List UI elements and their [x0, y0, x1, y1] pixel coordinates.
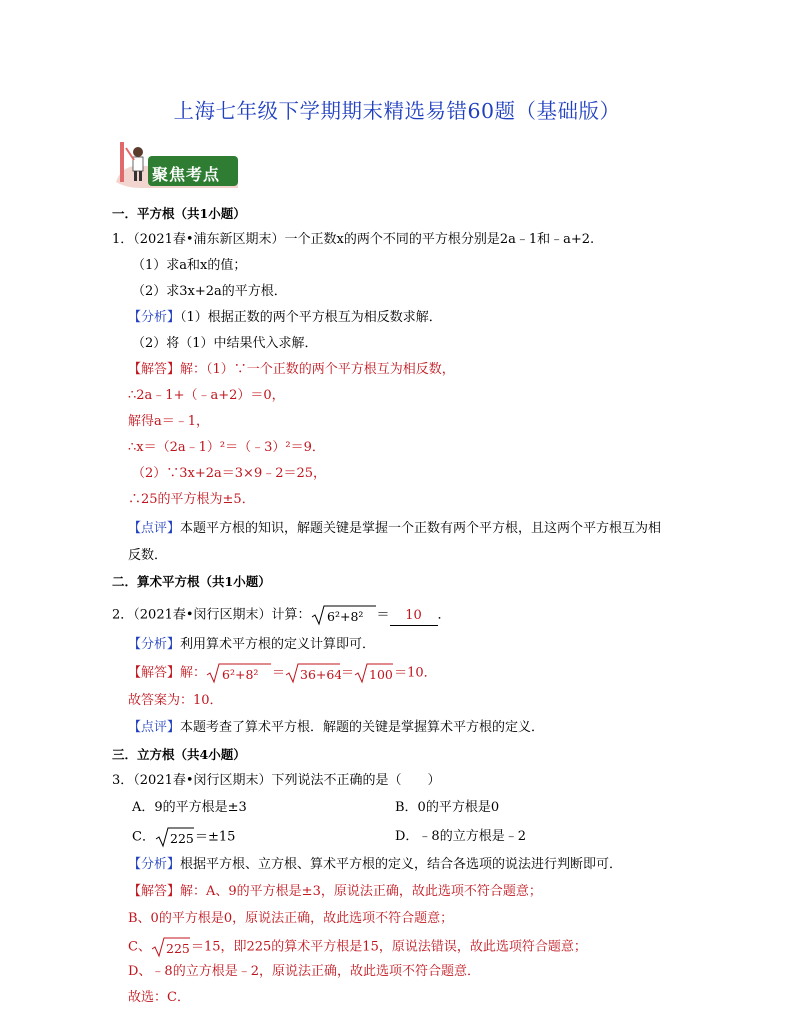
solution-tag: 【解答】 [128, 362, 181, 377]
q1-part1: （1）求a和x的值； [132, 258, 247, 273]
q1-analysis-text-1: （1）根据正数的两个平方根互为相反数求解． [180, 310, 442, 325]
q2-sol-radicand-1: 6²+8² [222, 667, 259, 682]
q3-analysis [128, 856, 622, 874]
q3-option-c [132, 826, 235, 848]
q3-solution-3-radicand: 225 [165, 941, 190, 956]
q3-analysis-text: 根据平方根、立方根、算术平方根的定义，结合各选项的说法进行判断即可． [180, 857, 623, 872]
analysis-tag: 【分析】 [128, 310, 181, 325]
q3-option-a: A．9的平方根是±3 [132, 800, 247, 815]
q3-stem: 3．（2021春•闵行区期末）下列说法不正确的是（ ） [112, 773, 441, 788]
q3-solution-3 [128, 936, 587, 958]
q1-solution-1: 解：（1）∵一个正数的两个平方根互为相反数， [180, 362, 455, 377]
q2-comment [128, 719, 544, 737]
radical-sign-icon [285, 662, 341, 684]
q3-solution-4: D、﹣8的立方根是﹣2，原说法正确，故此选项不符合题意． [128, 964, 480, 979]
q2-sol-radicand-3: 100 [369, 667, 393, 682]
comment-tag: 【点评】 [128, 521, 181, 536]
q1-analysis [128, 309, 442, 327]
q2-analysis-text: 利用算术平方根的定义计算即可． [180, 637, 376, 652]
q3-solution-3-prefix: C、 [128, 939, 151, 955]
q1-comment [128, 520, 661, 538]
q1-solution-4: ∴x＝（2a﹣1）²＝（﹣3）²＝9． [128, 440, 325, 455]
q2-equals: ＝ [376, 607, 390, 623]
q3-option-c-prefix: C． [132, 829, 155, 845]
q3-option-c-radicand: 225 [169, 831, 194, 846]
q2-solution [128, 662, 437, 684]
solution-tag: 【解答】 [128, 665, 181, 681]
radical-sign-icon [311, 604, 377, 626]
q2-answer-blank: 10 [390, 607, 438, 626]
q3-solution-2: B、0的平方根是0，原说法正确，故此选项不符合题意； [128, 911, 454, 926]
badge-label: 聚焦考点 [152, 165, 221, 184]
q1-comment-2: 反数． [128, 548, 168, 563]
section-heading-arithmetic-square-root: 二．算术平方根（共1小题） [112, 574, 271, 589]
radical-sign-icon [354, 662, 394, 684]
q2-stem [112, 604, 451, 626]
q1-solution-6: ∴25的平方根为±5． [128, 492, 255, 507]
q3-solution [128, 883, 542, 901]
q2-comment-text: 本题考查了算术平方根．解题的关键是掌握算术平方根的定义． [180, 720, 545, 735]
radical-sign-icon [151, 936, 191, 958]
section-heading-cube-root: 三．立方根（共4小题） [112, 747, 246, 762]
q2-sol-eq-2: ＝ [341, 665, 355, 681]
q1-solution-3: 解得a＝﹣1， [128, 414, 210, 429]
solution-tag: 【解答】 [128, 884, 181, 899]
q3-option-d: D．﹣8的立方根是﹣2 [395, 829, 526, 844]
q1-analysis-text-2: （2）将（1）中结果代入求解． [132, 336, 318, 351]
q1-comment-1: 本题平方根的知识，解题关键是掌握一个正数有两个平方根，且这两个平方根互为相 [180, 521, 662, 536]
q2-radicand: 6²+8² [326, 609, 363, 624]
q2-solution-prefix: 解： [180, 665, 207, 681]
q1-stem: 1．（2021春•浦东新区期末）一个正数x的两个不同的平方根分别是2a﹣1和﹣a+2. [112, 232, 595, 247]
q1-solution-5: （2）∵3x+2a＝3×9﹣2＝25， [132, 466, 327, 481]
analysis-tag: 【分析】 [128, 857, 181, 872]
q1-solution [128, 361, 455, 379]
q2-sol-end: ＝10． [394, 665, 437, 681]
q2-sol-radicand-2: 36+64 [300, 667, 342, 682]
q2-radical [311, 604, 377, 626]
q2-stem-suffix: ． [437, 607, 451, 623]
q3-option-c-suffix: ＝±15 [194, 829, 236, 845]
radical-sign-icon [206, 662, 272, 684]
q3-option-b: B．0的平方根是0 [395, 800, 500, 815]
page-title: 上海七年级下学期期末精选易错60题（基础版） [173, 99, 621, 123]
comment-tag: 【点评】 [128, 720, 181, 735]
q3-final: 故选：C． [128, 990, 190, 1005]
radical-sign-icon [155, 826, 195, 848]
q2-final: 故答案为：10． [128, 693, 223, 708]
q1-solution-2: ∴2a﹣1+（﹣a+2）＝0， [128, 388, 285, 403]
q2-sol-eq-1: ＝ [272, 665, 286, 681]
q3-solution-1: 解：A、9的平方根是±3，原说法正确，故此选项不符合题意； [180, 884, 542, 899]
q2-analysis [128, 636, 375, 654]
analysis-tag: 【分析】 [128, 637, 181, 652]
q1-part2: （2）求3x+2a的平方根． [132, 284, 287, 299]
section-heading-square-root: 一．平方根（共1小题） [112, 206, 246, 221]
q2-stem-prefix: 2．（2021春•闵行区期末）计算： [112, 607, 311, 623]
q3-solution-3-suffix: ＝15，即225的算术平方根是15，原说法错误，故此选项符合题意； [190, 939, 587, 955]
